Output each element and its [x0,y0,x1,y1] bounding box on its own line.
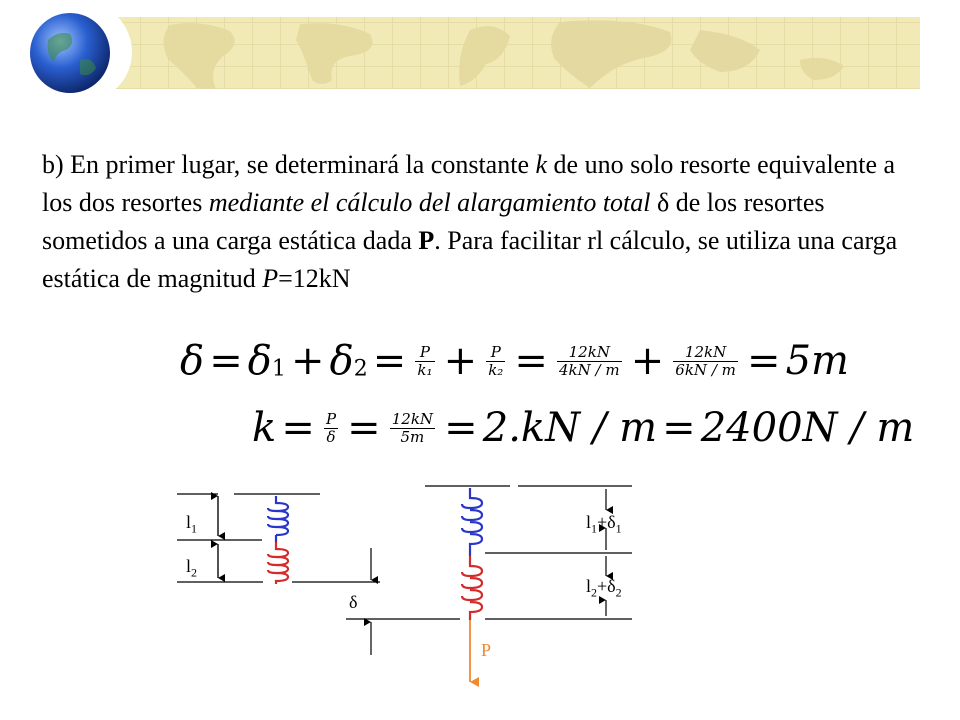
label-l1-plus-delta1: $l_1+\delta_1$ [586,512,622,536]
spring-lower-left [268,542,288,584]
label-l2-plus-delta2: $l_2+\delta_2$ [586,576,622,600]
label-l1: $l_1$ [186,512,198,536]
equation-total-elongation: $\delta = \delta_1 + \delta_2$ = $\frac{P}{\text{k₁}}$ + $\frac{P}{\text{k₂}}$ = $\frac{12kN}{4kN / m}$ + $\frac{12kN}{6kN / m}$ = 5m [180,338,849,384]
fraction-p-k2: $\frac{P}{\text{k₂}}$ [488,342,504,379]
spring-upper-left [268,496,288,542]
problem-statement: b) En primer lugar, se determinará la constante k de uno solo resorte equivalente a los dos resortes mediante el cálculo del alargamiento total δ de los resortes sometidos a una carga estática dada P. Para facilitar rl cálculo, se utiliza una carga estática de magnitud P=12kN [42,150,898,293]
globe-icon [30,13,110,93]
fraction-12kn-6kn: $\frac{12kN}{6kN / m}$ [675,342,736,379]
equation-spring-constant: k = $\frac{P}{\delta}$ = $\frac{12kN}{5m}$ = 2.kN / m = 2400N / m [252,405,915,451]
fraction-p-k1: $\frac{P}{\text{k₁}}$ [417,342,433,379]
label-delta: δ [349,592,358,612]
fraction-p-delta: $\frac{P}{\delta}$ [325,409,337,446]
label-l2: $l_2$ [186,556,198,580]
spring-lower-right [462,556,482,620]
header-banner [0,0,960,100]
fraction-12kn-5m: $\frac{12kN}{5m}$ [391,409,434,446]
label-load-p: P [481,640,492,660]
fraction-12kn-4kn: $\frac{12kN}{4kN / m}$ [559,342,620,379]
spring-diagram [0,470,960,720]
spring-upper-right [462,488,482,556]
